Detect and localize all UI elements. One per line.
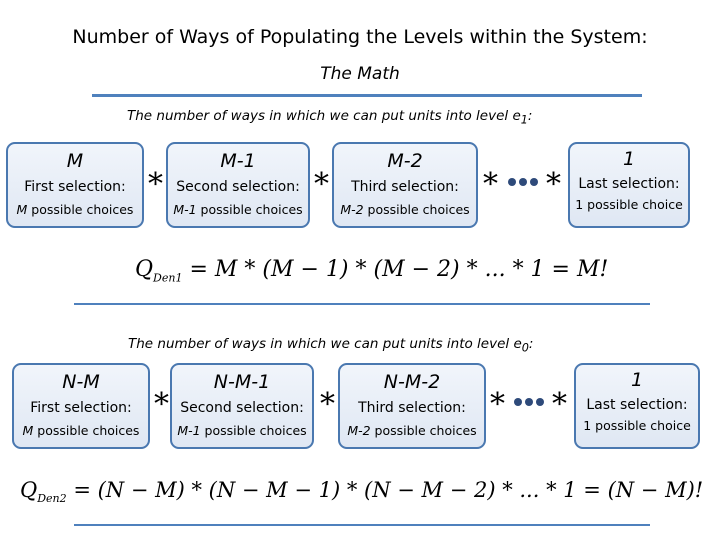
box-selection-label: First selection:: [24, 179, 126, 195]
multiply-symbol: *: [154, 387, 169, 422]
formula-subscript: Den2: [37, 492, 67, 506]
multiply-symbol: *: [483, 167, 498, 202]
formula-lhs: Q: [135, 257, 154, 282]
box-selection-label: Second selection:: [176, 179, 300, 195]
formula-lhs: Q: [20, 478, 38, 502]
box-possible-choices: M possible choices: [16, 202, 134, 217]
page-title: Number of Ways of Populating the Levels within the System:: [72, 26, 648, 48]
multiply-symbol: *: [314, 167, 329, 202]
dot: [530, 178, 538, 186]
section2-box-third: [338, 363, 486, 449]
multiply-symbol: *: [320, 387, 335, 422]
section2-divider: [74, 524, 650, 526]
section1-intro-subscript: 1: [520, 113, 528, 127]
box-value: 1: [630, 369, 644, 391]
formula-qden1: [135, 257, 608, 284]
formula-qden2: [20, 478, 703, 505]
section2-box-last: [574, 363, 700, 449]
section2-intro-subscript: 0: [521, 341, 529, 355]
box-possible-choices: M-1 possible choices: [177, 423, 307, 438]
dot: [519, 178, 527, 186]
formula-rhs: = M * (M − 1) * (M − 2) * ... * 1 = M!: [182, 257, 609, 282]
section2-intro: [128, 336, 533, 355]
section2-intro-suffix: :: [528, 336, 534, 352]
box-selection-label: Third selection:: [358, 400, 466, 416]
dot: [514, 398, 522, 406]
box-value: M-2: [387, 150, 423, 172]
box-possible-choices: 1 possible choice: [583, 418, 691, 433]
section1-box-second: [166, 142, 310, 228]
box-selection-label: Second selection:: [180, 400, 304, 416]
box-possible-choices: M-1 possible choices: [173, 202, 303, 217]
box-selection-label: Last selection:: [586, 397, 688, 413]
title-divider: [92, 94, 642, 97]
section1-intro-text: The number of ways in which we can put units into level e: [127, 108, 521, 124]
section2-intro-text: The number of ways in which we can put units into level e: [128, 336, 522, 352]
dot: [508, 178, 516, 186]
box-value: N-M-1: [213, 371, 271, 393]
section2-box-second: [170, 363, 314, 449]
box-possible-choices: M possible choices: [22, 423, 140, 438]
section1-divider: [74, 303, 650, 305]
formula-subscript: Den1: [153, 271, 183, 285]
multiply-symbol: *: [490, 387, 505, 422]
box-possible-choices: M-2 possible choices: [347, 423, 477, 438]
section1-intro-suffix: :: [527, 108, 533, 124]
section1-box-first: [6, 142, 144, 228]
dot: [536, 398, 544, 406]
page-subtitle: The Math: [320, 64, 400, 84]
multiply-symbol: *: [148, 167, 163, 202]
box-possible-choices: 1 possible choice: [575, 197, 683, 212]
box-value: N-M: [62, 371, 100, 393]
dot: [525, 398, 533, 406]
section1-intro: [127, 108, 532, 127]
box-value: M: [66, 150, 84, 172]
section1-box-last: [568, 142, 690, 228]
ellipsis-dots: [514, 398, 544, 406]
section1-box-third: [332, 142, 478, 228]
formula-rhs: = (N − M) * (N − M − 1) * (N − M − 2) * ... * 1 = (N − M)!: [66, 478, 704, 502]
section2-box-first: [12, 363, 150, 449]
box-value: M-1: [220, 150, 256, 172]
multiply-symbol: *: [552, 387, 567, 422]
ellipsis-dots: [508, 178, 538, 186]
box-selection-label: Third selection:: [351, 179, 459, 195]
box-possible-choices: M-2 possible choices: [340, 202, 470, 217]
box-selection-label: Last selection:: [578, 176, 680, 192]
box-selection-label: First selection:: [30, 400, 132, 416]
multiply-symbol: *: [546, 167, 561, 202]
box-value: 1: [622, 148, 636, 170]
box-value: N-M-2: [383, 371, 441, 393]
